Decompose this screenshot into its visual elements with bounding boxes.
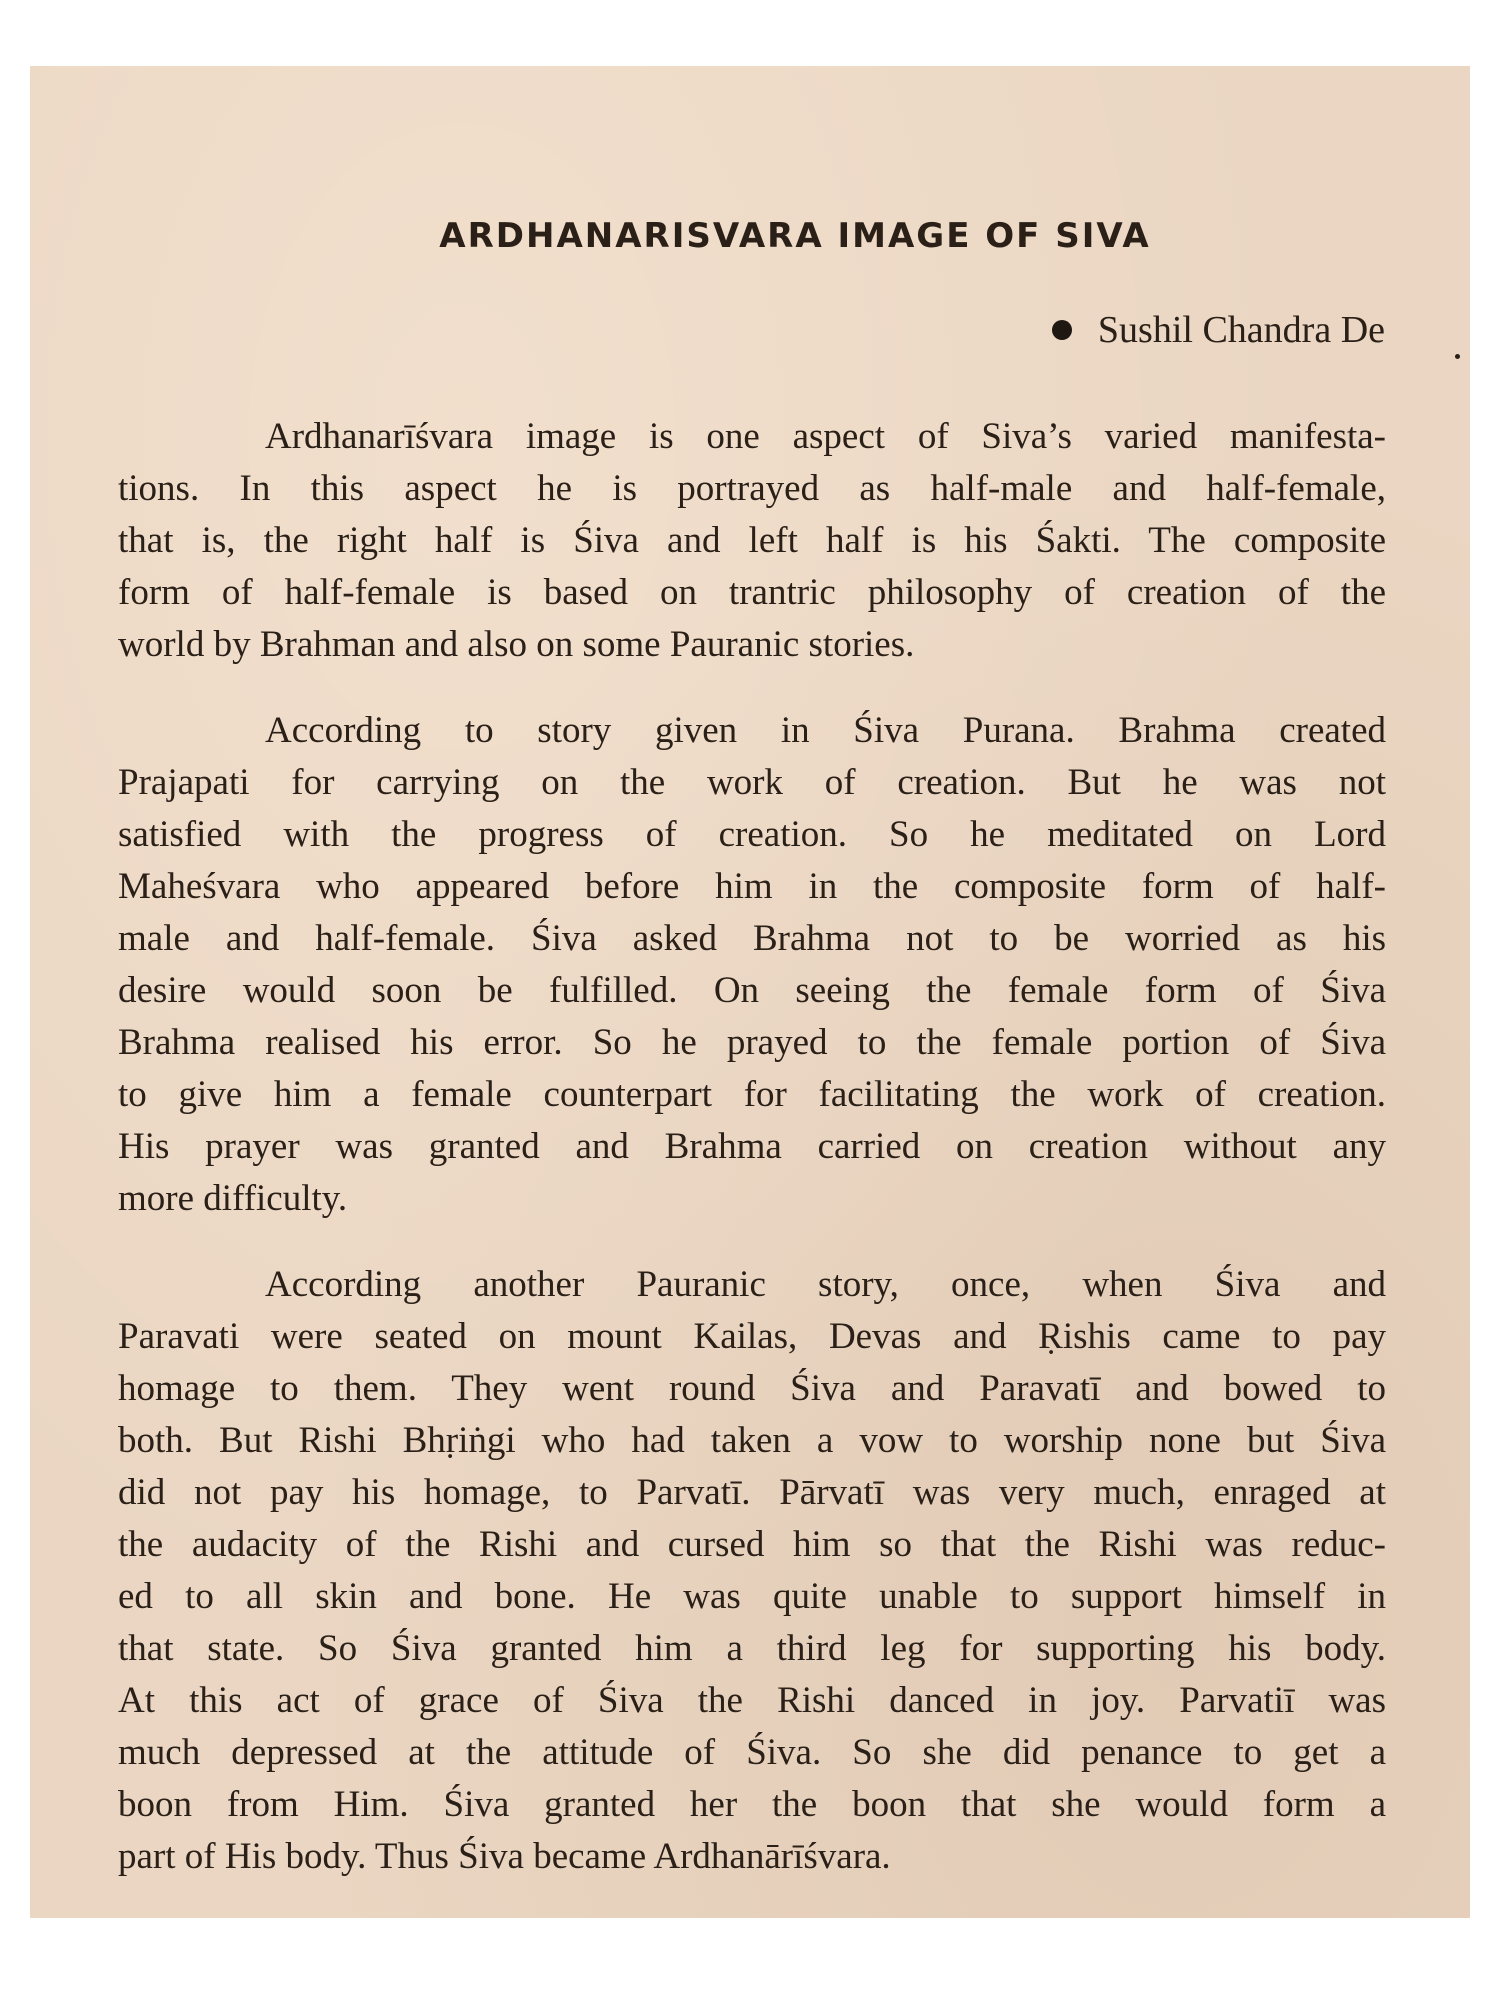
article-title: ARDHANARISVARA IMAGE OF SIVA	[439, 216, 1151, 256]
ink-speck	[1455, 354, 1460, 359]
text-line: desire would soon be fulfilled. On seeing the female form of Śiva	[118, 970, 1386, 1011]
text-line: According another Pauranic story, once, when Śiva and	[265, 1264, 1386, 1305]
text-line: homage to them. They went round Śiva and Paravatī and bowed to	[118, 1368, 1386, 1409]
text-line: both. But Rishi Bhṛiṅgi who had taken a vow to worship none but Śiva	[118, 1420, 1386, 1461]
text-line: Brahma realised his error. So he prayed to the female portion of Śiva	[118, 1022, 1386, 1063]
paragraph-3	[118, 1259, 1386, 1883]
scanned-page	[30, 66, 1470, 1918]
bullet-icon	[1052, 320, 1072, 340]
text-line: much depressed at the attitude of Śiva. So she did penance to get a	[118, 1732, 1386, 1773]
text-line: satisfied with the progress of creation. So he meditated on Lord	[118, 814, 1386, 855]
paragraph-2	[118, 705, 1386, 1225]
paragraph-1	[118, 411, 1386, 671]
text-line: According to story given in Śiva Purana. Brahma created	[265, 710, 1386, 751]
text-line: male and half-female. Śiva asked Brahma not to be worried as his	[118, 918, 1386, 959]
text-line: part of His body. Thus Śiva became Ardhanārīśvara.	[118, 1836, 891, 1877]
text-line: to give him a female counterpart for facilitating the work of creation.	[118, 1074, 1386, 1115]
text-line: Maheśvara who appeared before him in the composite form of half-	[118, 866, 1386, 907]
text-line: more difficulty.	[118, 1178, 348, 1219]
text-line: that is, the right half is Śiva and left half is his Śakti. The composite	[118, 520, 1386, 561]
text-line: did not pay his homage, to Parvatī. Pārvatī was very much, enraged at	[118, 1472, 1386, 1513]
article-body	[118, 411, 1386, 1917]
text-line: Paravati were seated on mount Kailas, Devas and Ṛishis came to pay	[118, 1316, 1386, 1357]
author-byline	[1052, 308, 1385, 352]
text-line: boon from Him. Śiva granted her the boon that she would form a	[118, 1784, 1386, 1825]
text-line: world by Brahman and also on some Pauranic stories.	[118, 624, 915, 665]
text-line: form of half-female is based on trantric philosophy of creation of the	[118, 572, 1386, 613]
text-line: the audacity of the Rishi and cursed him so that the Rishi was reduc-	[118, 1524, 1386, 1565]
text-line: ed to all skin and bone. He was quite unable to support himself in	[118, 1576, 1386, 1617]
text-line: that state. So Śiva granted him a third leg for supporting his body.	[118, 1628, 1386, 1669]
text-line: His prayer was granted and Brahma carried on creation without any	[118, 1126, 1386, 1167]
text-line: Ardhanarīśvara image is one aspect of Siva’s varied manifesta-	[265, 416, 1386, 457]
text-line: tions. In this aspect he is portrayed as half-male and half-female,	[118, 468, 1386, 509]
author-name: Sushil Chandra De	[1097, 309, 1385, 351]
text-line: Prajapati for carrying on the work of creation. But he was not	[118, 762, 1386, 803]
text-line: At this act of grace of Śiva the Rishi danced in joy. Parvatiī was	[118, 1680, 1386, 1721]
